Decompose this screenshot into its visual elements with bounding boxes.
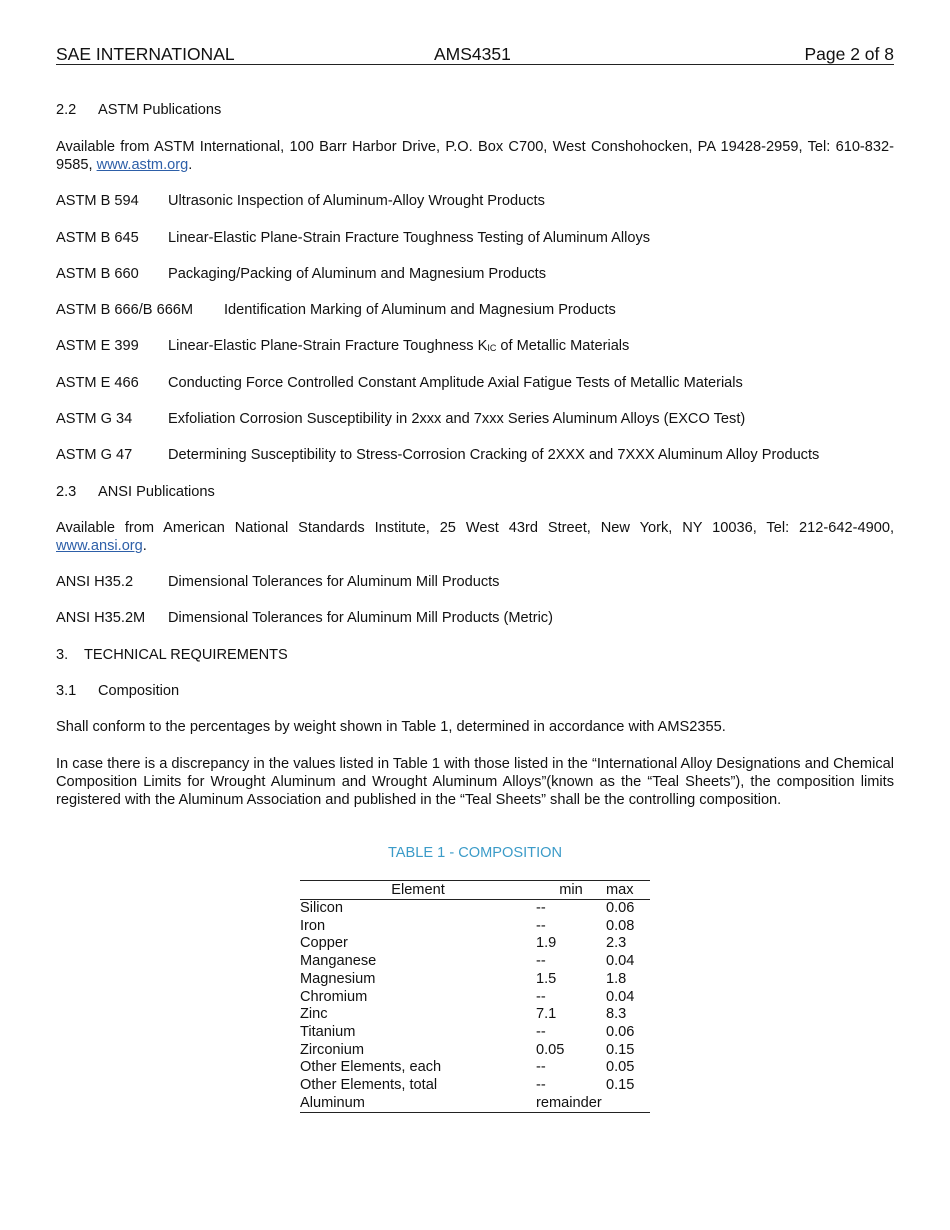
section-3-1-heading [56, 682, 179, 700]
cell-max: 0.15 [606, 1077, 635, 1094]
section-title: ASTM Publications [98, 102, 222, 118]
reference-item [56, 374, 743, 392]
reference-item [56, 446, 819, 464]
reference-title: Dimensional Tolerances for Aluminum Mill Products (Metric) [168, 610, 553, 626]
section-3-heading [56, 646, 288, 664]
reference-title: Linear-Elastic Plane-Strain Fracture Toughness Testing of Aluminum Alloys [168, 230, 651, 246]
table-row [300, 918, 650, 936]
cell-min: -- [536, 1023, 546, 1040]
table-title: TABLE 1 - COMPOSITION [387, 845, 563, 861]
reference-code: ASTM E 399 [56, 338, 139, 354]
reference-code: ASTM B 666/B 666M [56, 302, 194, 318]
reference-title: Determining Susceptibility to Stress-Corrosion Cracking of 2XXX and 7XXX Aluminum Alloy Products [168, 447, 820, 463]
table-row [300, 989, 650, 1007]
cell-element: Zirconium [300, 1041, 365, 1058]
cell-max: 0.05 [606, 1059, 635, 1076]
cell-max: 2.3 [606, 935, 627, 952]
reference-code: ASTM B 594 [56, 193, 139, 209]
reference-item [56, 301, 616, 319]
astm-availability-text: Available from ASTM International, 100 Barr Harbor Drive, P.O. Box C700, West Conshohocken, PA 19428-2959, Tel: 610-832-9585, [56, 139, 894, 173]
cell-min: -- [536, 953, 546, 970]
ansi-link[interactable]: www.ansi.org [56, 538, 143, 554]
reference-title: Ultrasonic Inspection of Aluminum-Alloy Wrought Products [168, 193, 545, 209]
cell-max: 0.04 [606, 953, 635, 970]
reference-code: ANSI H35.2M [56, 610, 146, 626]
table-row [300, 900, 650, 918]
reference-code: ASTM G 47 [56, 447, 133, 463]
header-page-number: Page 2 of 8 [804, 44, 894, 64]
section-number: 3. [56, 647, 69, 663]
section-title: TECHNICAL REQUIREMENTS [84, 647, 288, 663]
cell-max: 8.3 [606, 1006, 627, 1023]
cell-min: -- [536, 917, 546, 934]
cell-min: 1.9 [536, 935, 557, 952]
reference-item [56, 192, 545, 210]
cell-min: 7.1 [536, 1006, 557, 1023]
reference-item [56, 410, 745, 428]
column-header-element: Element [300, 881, 536, 900]
cell-min: -- [536, 1077, 546, 1094]
section-number: 2.3 [56, 484, 77, 500]
section-title: Composition [98, 683, 180, 699]
reference-title-part: Linear-Elastic Plane-Strain Fracture Toughness K [168, 338, 488, 354]
ansi-availability-text: Available from American National Standards Institute, 25 West 43rd Street, New York, NY 10036, Tel: 212-642-4900, [56, 520, 894, 536]
cell-min: 1.5 [536, 970, 557, 987]
section-2-2-heading [56, 101, 221, 119]
cell-element: Silicon [300, 900, 343, 916]
cell-element: Other Elements, total [300, 1077, 438, 1094]
table-row [300, 1024, 650, 1042]
cell-element: Zinc [300, 1006, 328, 1023]
cell-min: -- [536, 900, 546, 916]
column-header-max: max [606, 881, 650, 900]
reference-code: ASTM B 645 [56, 230, 139, 246]
table-row [300, 1059, 650, 1077]
reference-code: ASTM E 466 [56, 375, 139, 391]
column-header-min: min [536, 881, 606, 900]
reference-item [56, 609, 553, 627]
section-number: 2.2 [56, 102, 77, 118]
composition-paragraph-2: In case there is a discrepancy in the values listed in Table 1 with those listed in the “International Alloy Designations and Chemical Composition Limits for Wrought Aluminum and Wrought Aluminum Alloys”(known as the “Teal Sheets”), the composition limits registered with the Aluminum Association and published in the “Teal Sheets” shall be the controlling composition. [56, 756, 894, 808]
cell-element: Chromium [300, 988, 368, 1005]
table-row-remainder [300, 1095, 650, 1113]
page-header [56, 44, 894, 65]
section-title: ANSI Publications [98, 484, 215, 500]
reference-title [168, 338, 629, 354]
cell-element: Manganese [300, 953, 377, 970]
cell-max: 0.06 [606, 900, 635, 916]
cell-min: 0.05 [536, 1041, 565, 1058]
cell-max: 0.08 [606, 917, 635, 934]
cell-max: 0.04 [606, 988, 635, 1005]
table-row [300, 1042, 650, 1060]
composition-paragraph-1: Shall conform to the percentages by weight shown in Table 1, determined in accordance with AMS2355. [56, 719, 726, 735]
table-row [300, 1077, 650, 1095]
cell-element: Copper [300, 935, 348, 952]
reference-title: Dimensional Tolerances for Aluminum Mill Products [168, 574, 500, 590]
document-page [56, 44, 894, 1111]
cell-max: 1.8 [606, 970, 627, 987]
reference-item [56, 265, 546, 283]
cell-min: -- [536, 988, 546, 1005]
table-row [300, 935, 650, 953]
reference-title-part: of Metallic Materials [496, 338, 630, 354]
composition-table [300, 880, 650, 1113]
reference-item [56, 229, 650, 247]
table-row [300, 953, 650, 971]
reference-item [56, 573, 499, 591]
cell-remainder: remainder [536, 1094, 602, 1111]
cell-max: 0.06 [606, 1023, 635, 1040]
reference-item [56, 337, 629, 357]
header-org: SAE INTERNATIONAL [56, 44, 235, 64]
cell-max: 0.15 [606, 1041, 635, 1058]
reference-title: Packaging/Packing of Aluminum and Magnesium Products [168, 266, 547, 282]
astm-link[interactable]: www.astm.org [96, 157, 189, 173]
reference-title: Conducting Force Controlled Constant Amplitude Axial Fatigue Tests of Metallic Materials [168, 375, 743, 391]
cell-element: Other Elements, each [300, 1059, 442, 1076]
reference-title: Identification Marking of Aluminum and Magnesium Products [224, 302, 616, 318]
subscript: IC [487, 343, 497, 353]
section-number: 3.1 [56, 683, 77, 699]
table-row [300, 1006, 650, 1024]
table-header-row [300, 881, 650, 900]
table-body [300, 900, 650, 1113]
cell-element: Titanium [300, 1023, 356, 1040]
astm-availability-paragraph: Available from ASTM International, 100 Barr Harbor Drive, P.O. Box C700, West Conshohocken, PA 19428-2959, Tel: 610-832-9585, www.astm.org. [56, 139, 894, 173]
cell-element: Iron [300, 917, 326, 934]
cell-element: Aluminum [300, 1094, 365, 1111]
cell-min: -- [536, 1059, 546, 1076]
cell-element: Magnesium [300, 970, 376, 987]
header-doc-number: AMS4351 [434, 44, 511, 64]
section-2-3-heading [56, 483, 215, 501]
reference-code: ASTM B 660 [56, 266, 139, 282]
reference-code: ASTM G 34 [56, 411, 133, 427]
table-row [300, 971, 650, 989]
reference-code: ANSI H35.2 [56, 574, 134, 590]
reference-title: Exfoliation Corrosion Susceptibility in 2xxx and 7xxx Series Aluminum Alloys (EXCO Test) [168, 411, 746, 427]
ansi-availability-paragraph: Available from American National Standards Institute, 25 West 43rd Street, New York, NY 10036, Tel: 212-642-4900, www.ansi.org. [56, 520, 894, 554]
